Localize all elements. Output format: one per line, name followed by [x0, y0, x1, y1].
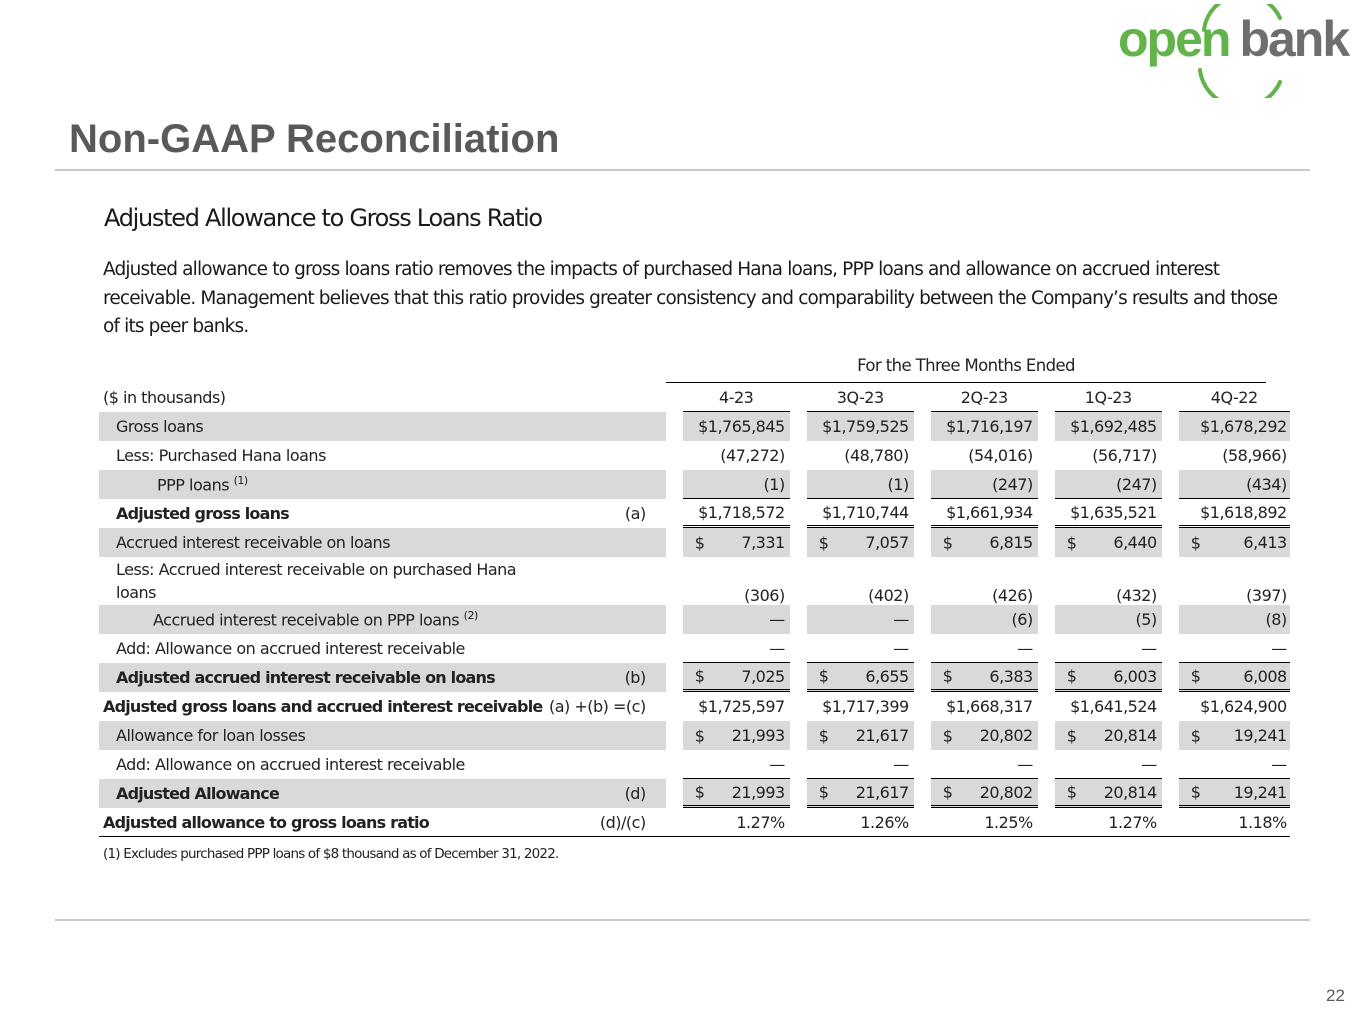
cell: $ 20,814	[1055, 721, 1162, 750]
cell: $ 21,993	[683, 779, 790, 808]
row-reference: (d)/(c)	[549, 808, 666, 837]
table-row	[99, 441, 1290, 470]
cell: $ 20,814	[1055, 779, 1162, 808]
cell: (397)	[1246, 586, 1287, 605]
cell: 1.27%	[683, 808, 790, 837]
cell: 1.25%	[931, 808, 1038, 837]
column-header: 2Q-23	[931, 383, 1038, 412]
cell: $1,765,845	[683, 412, 790, 441]
cell: —	[807, 750, 914, 779]
table-row	[99, 499, 1290, 528]
table-row	[99, 750, 1290, 779]
cell: 1.27%	[1055, 808, 1162, 837]
cell: (56,717)	[1092, 446, 1157, 465]
cell: $ 6,815	[931, 528, 1038, 557]
cell: $ 6,383	[931, 663, 1038, 692]
cell: $1,717,399	[822, 697, 909, 716]
table-header-row	[99, 383, 1290, 412]
cell: 1.26%	[807, 808, 914, 837]
reconciliation-table	[99, 383, 1290, 837]
cell: (6)	[931, 605, 1038, 634]
bottom-divider	[55, 919, 1310, 921]
cell: —	[807, 634, 914, 663]
cell: $ 19,241	[1179, 721, 1290, 750]
cell: $1,635,521	[1055, 499, 1162, 528]
cell: $ 7,025	[683, 663, 790, 692]
cell: —	[931, 634, 1038, 663]
cell: —	[931, 750, 1038, 779]
row-label: Less: Accrued interest receivable on purchased Hana loans	[116, 560, 517, 602]
cell: $ 7,331	[683, 528, 790, 557]
cell: (434)	[1179, 470, 1290, 499]
cell: —	[807, 605, 914, 634]
cell: $1,725,597	[698, 697, 785, 716]
cell: $1,759,525	[807, 412, 914, 441]
footnote-marker: (1)	[233, 474, 248, 488]
cell: —	[1179, 750, 1290, 779]
cell: $1,692,485	[1055, 412, 1162, 441]
row-label: Gross loans	[99, 412, 549, 441]
cell: $1,718,572	[683, 499, 790, 528]
table-row	[99, 412, 1290, 441]
logo-wordmark	[1118, 11, 1349, 67]
openbank-logo	[1112, 4, 1362, 98]
row-label: Add: Allowance on accrued interest receivable	[116, 639, 465, 658]
cell: —	[1179, 634, 1290, 663]
cell: $1,641,524	[1070, 697, 1157, 716]
units-label: ($ in thousands)	[103, 388, 226, 407]
cell: (1)	[683, 470, 790, 499]
cell: —	[1055, 634, 1162, 663]
cell: (1)	[807, 470, 914, 499]
cell: (54,016)	[968, 446, 1033, 465]
row-reference: (b)	[549, 663, 666, 692]
section-description: Adjusted allowance to gross loans ratio removes the impacts of purchased Hana loans, PPP loans and allowance on accrued interest receivable. Management believes that this ratio provides greater consistency and comparability between the Company’s results and those of its peer banks.	[103, 259, 1278, 337]
column-header: 3Q-23	[807, 383, 914, 412]
cell: $1,678,292	[1179, 412, 1290, 441]
cell: $ 6,003	[1055, 663, 1162, 692]
section-title: Adjusted Allowance to Gross Loans Ratio	[104, 204, 542, 232]
row-label: Adjusted Allowance	[99, 779, 549, 808]
column-header: 1Q-23	[1055, 383, 1162, 412]
row-reference: (a) +(b) =(c)	[549, 697, 646, 716]
cell: $ 6,440	[1055, 528, 1162, 557]
cell: $ 20,802	[931, 779, 1038, 808]
cell: —	[1055, 750, 1162, 779]
table-row	[99, 663, 1290, 692]
cell: $1,710,744	[807, 499, 914, 528]
cell: $ 21,617	[807, 779, 914, 808]
row-label: Accrued interest receivable on loans	[99, 528, 549, 557]
cell: (47,272)	[720, 446, 785, 465]
row-label: Allowance for loan losses	[99, 721, 549, 750]
column-header: 4-23	[683, 383, 790, 412]
table-row	[99, 634, 1290, 663]
cell: (247)	[1055, 470, 1162, 499]
page-title: Non-GAAP Reconciliation	[69, 117, 560, 161]
cell: (306)	[744, 586, 785, 605]
cell: $ 7,057	[807, 528, 914, 557]
period-header: For the Three Months Ended	[857, 356, 1075, 375]
cell: (58,966)	[1222, 446, 1287, 465]
footnote-marker: (2)	[463, 609, 478, 623]
logo-open-text: open	[1118, 11, 1230, 67]
row-label: Adjusted gross loans	[116, 504, 289, 523]
row-reference: (a)	[624, 504, 646, 523]
table-row	[99, 779, 1290, 808]
cell: $1,661,934	[931, 499, 1038, 528]
cell: $1,618,892	[1179, 499, 1290, 528]
row-label: Adjusted accrued interest receivable on loans	[99, 663, 549, 692]
row-label: Adjusted gross loans and accrued interest receivable	[103, 697, 543, 716]
cell: —	[683, 634, 790, 663]
cell: (8)	[1179, 605, 1290, 634]
cell: (5)	[1055, 605, 1162, 634]
cell: (402)	[868, 586, 909, 605]
row-label: Adjusted allowance to gross loans ratio	[99, 808, 549, 837]
cell: $1,668,317	[946, 697, 1033, 716]
table-row	[99, 605, 1290, 634]
row-reference: (d)	[549, 779, 666, 808]
cell: $1,716,197	[931, 412, 1038, 441]
cell: —	[683, 605, 790, 634]
table-row	[99, 721, 1290, 750]
cell: (432)	[1116, 586, 1157, 605]
row-label: Add: Allowance on accrued interest receivable	[116, 755, 465, 774]
top-divider	[55, 169, 1310, 171]
table-row	[99, 528, 1290, 557]
cell: $ 21,993	[683, 721, 790, 750]
cell: $ 20,802	[931, 721, 1038, 750]
cell: (247)	[931, 470, 1038, 499]
logo-bank-text: bank	[1239, 11, 1349, 67]
cell: $ 6,008	[1179, 663, 1290, 692]
table-row	[99, 470, 1290, 499]
row-label: Less: Purchased Hana loans	[116, 446, 326, 465]
cell: $ 21,617	[807, 721, 914, 750]
page-number: 22	[1326, 986, 1345, 1005]
footnote: (1) Excludes purchased PPP loans of $8 thousand as of December 31, 2022.	[103, 846, 559, 862]
cell: $ 19,241	[1179, 779, 1290, 808]
cell: —	[683, 750, 790, 779]
row-label: Accrued interest receivable on PPP loans $^{(2)}$	[99, 605, 549, 634]
table-row	[99, 808, 1290, 837]
table-row	[99, 692, 1290, 721]
table-row	[99, 557, 1290, 605]
column-header: 4Q-22	[1179, 383, 1290, 412]
cell: $ 6,413	[1179, 528, 1290, 557]
cell: (426)	[992, 586, 1033, 605]
cell: $1,624,900	[1200, 697, 1287, 716]
cell: (48,780)	[844, 446, 909, 465]
row-label: PPP loans $^{(1)}$	[99, 470, 549, 499]
cell: $ 6,655	[807, 663, 914, 692]
cell: 1.18%	[1179, 808, 1290, 837]
